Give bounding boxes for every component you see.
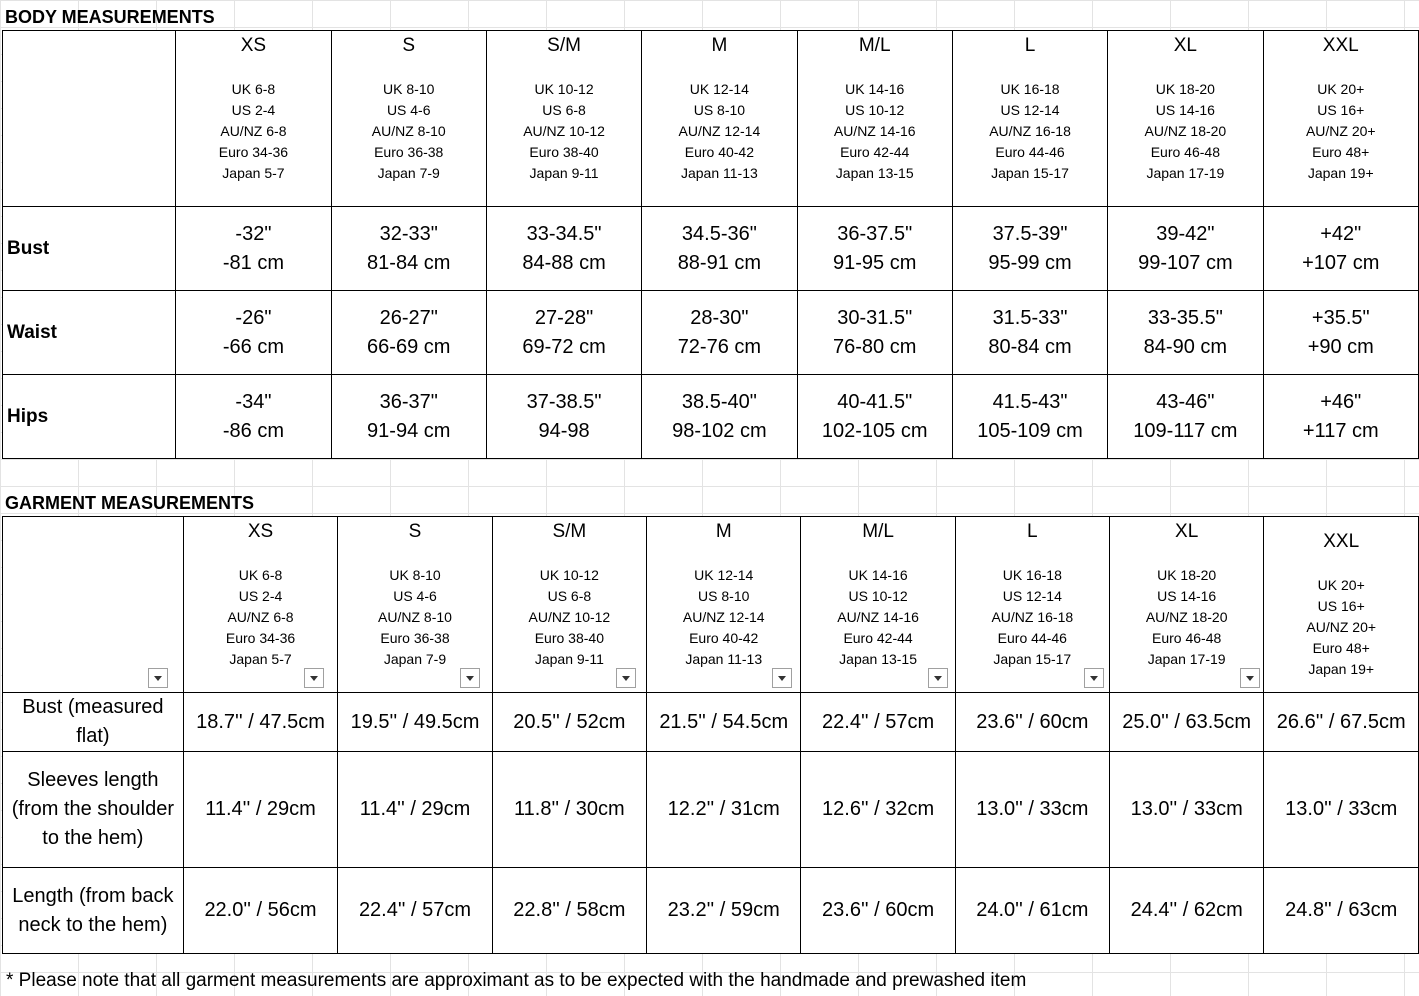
body-header-row — [3, 31, 1419, 207]
size-header — [956, 517, 1109, 670]
inches-value: 39-42" — [1156, 222, 1215, 245]
cm-value: 66-69 cm — [367, 335, 451, 358]
conversion-line: Japan 9-11 — [534, 651, 604, 667]
inches-value: +46" — [1320, 390, 1362, 413]
measurement-cell[interactable] — [1263, 207, 1418, 291]
size-label: M — [711, 35, 728, 56]
inches-value: 32-33" — [379, 222, 438, 245]
cm-value: +90 cm — [1307, 335, 1374, 358]
size-conversions — [991, 565, 1073, 670]
measurement-cell[interactable] — [486, 291, 641, 375]
filter-dropdown-icon[interactable] — [304, 668, 324, 688]
conversion-line: Japan 19+ — [1308, 661, 1375, 677]
size-header — [953, 31, 1107, 184]
filter-dropdown-icon[interactable] — [616, 668, 636, 688]
conversion-line: UK 10-12 — [534, 81, 594, 97]
body-measurements-title: BODY MEASUREMENTS — [5, 7, 215, 27]
conversion-line: AU/NZ 16-18 — [991, 609, 1074, 625]
conversion-line: UK 14-16 — [848, 567, 908, 583]
measurement-cell[interactable]: 22.8'' / 58cm — [492, 868, 646, 954]
conversion-line: Japan 19+ — [1307, 165, 1374, 181]
conversion-line: UK 6-8 — [238, 567, 283, 583]
conversion-line: Euro 46-48 — [1152, 630, 1222, 646]
conversion-line: US 2-4 — [231, 102, 276, 118]
conversion-line: AU/NZ 16-18 — [989, 123, 1071, 139]
conversion-line: Euro 40-42 — [684, 144, 755, 160]
conversion-line: UK 16-18 — [1000, 81, 1060, 97]
body-measurements-table — [2, 30, 1419, 459]
table-row — [3, 868, 1419, 954]
conversion-line: US 10-12 — [845, 102, 905, 118]
inches-value: +35.5" — [1311, 306, 1370, 329]
size-header-cell[interactable] — [486, 31, 641, 207]
filter-dropdown-icon[interactable] — [460, 668, 480, 688]
conversion-line: UK 14-16 — [845, 81, 905, 97]
size-conversions — [523, 79, 605, 184]
cm-value: 76-80 cm — [833, 335, 917, 358]
row-label-waist[interactable]: Waist — [3, 291, 176, 375]
measurement-cell[interactable] — [1263, 375, 1418, 459]
measurement-cell[interactable] — [952, 291, 1107, 375]
conversion-line: AU/NZ 12-14 — [678, 123, 761, 139]
inches-value: 37.5-39" — [992, 222, 1068, 245]
conversion-line: AU/NZ 8-10 — [378, 609, 452, 625]
table-row — [3, 752, 1419, 868]
size-label: XXL — [1322, 35, 1359, 56]
conversion-line: AU/NZ 14-16 — [837, 609, 919, 625]
size-header-cell[interactable] — [797, 31, 952, 207]
measurement-cell[interactable] — [797, 375, 952, 459]
cm-value: +107 cm — [1302, 251, 1380, 274]
conversion-line: Euro 36-38 — [374, 144, 444, 160]
cm-value: 91-94 cm — [367, 419, 451, 442]
conversion-line: Euro 38-40 — [534, 630, 604, 646]
measurement-cell[interactable]: 24.4'' / 62cm — [1109, 868, 1264, 954]
table-row — [3, 291, 1419, 375]
inches-value: 34.5-36" — [681, 222, 757, 245]
measurement-cell[interactable] — [176, 375, 331, 459]
table-row — [3, 375, 1419, 459]
header-blank-cell[interactable] — [3, 31, 176, 207]
conversion-line: Euro 44-46 — [997, 630, 1067, 646]
inches-value: -26" — [235, 306, 272, 329]
size-label: XS — [240, 35, 267, 56]
conversion-line: UK 16-18 — [1002, 567, 1062, 583]
conversion-line: Japan 11-13 — [685, 651, 763, 667]
conversion-line: AU/NZ 8-10 — [371, 123, 446, 139]
size-header — [176, 31, 330, 184]
measurement-cell[interactable]: 19.5'' / 49.5cm — [338, 693, 493, 752]
measurement-cell[interactable]: 24.0'' / 61cm — [955, 868, 1109, 954]
size-label: S/M — [547, 35, 581, 56]
garment-header-row — [3, 517, 1419, 693]
size-header-cell[interactable] — [492, 517, 646, 693]
header-blank-cell[interactable] — [3, 517, 184, 693]
measurement-cell[interactable] — [331, 375, 486, 459]
inches-value: 31.5-33" — [992, 306, 1068, 329]
conversion-line: Euro 36-38 — [380, 630, 450, 646]
measurement-cell[interactable]: 23.6'' / 60cm — [801, 868, 955, 954]
measurement-cell[interactable] — [642, 291, 797, 375]
conversion-line: AU/NZ 10-12 — [528, 609, 611, 625]
size-header-cell[interactable] — [1263, 31, 1418, 207]
row-label[interactable]: Bust (measured flat) — [3, 693, 184, 752]
measurement-cell[interactable]: 22.4'' / 57cm — [338, 868, 493, 954]
cm-value: 80-84 cm — [988, 335, 1072, 358]
measurement-cell[interactable] — [331, 207, 486, 291]
conversion-line: US 4-6 — [393, 588, 437, 604]
measurement-cell[interactable] — [176, 207, 331, 291]
cm-value: -66 cm — [222, 335, 284, 358]
conversion-line: AU/NZ 14-16 — [833, 123, 916, 139]
size-label: XL — [1175, 521, 1199, 542]
row-label[interactable]: Length (from back neck to the hem) — [3, 868, 184, 954]
cm-value: 91-95 cm — [833, 251, 917, 274]
conversion-line: Japan 13-15 — [835, 165, 914, 181]
conversion-line: UK 12-14 — [694, 567, 754, 583]
conversion-line: AU/NZ 12-14 — [682, 609, 765, 625]
conversion-line: Japan 9-11 — [529, 165, 599, 181]
inches-value: 36-37.5" — [837, 222, 913, 245]
size-header — [1264, 517, 1418, 680]
size-header — [1264, 31, 1418, 184]
conversion-line: UK 8-10 — [389, 567, 441, 583]
conversion-line: Euro 40-42 — [689, 630, 759, 646]
filter-dropdown-icon[interactable] — [1240, 668, 1260, 688]
size-conversions — [837, 565, 919, 670]
conversion-line: Japan 13-15 — [839, 651, 917, 667]
conversion-line: UK 20+ — [1317, 577, 1365, 593]
cm-value: 69-72 cm — [522, 335, 606, 358]
size-header-cell[interactable] — [176, 31, 331, 207]
conversion-line: Euro 48+ — [1312, 144, 1370, 160]
conversion-line: AU/NZ 20+ — [1306, 619, 1377, 635]
inches-value: 37-38.5" — [526, 390, 602, 413]
conversion-line: Japan 17-19 — [1147, 651, 1226, 667]
filter-dropdown-icon[interactable] — [148, 668, 168, 688]
size-conversions — [989, 79, 1071, 184]
inches-value: 26-27" — [379, 306, 438, 329]
measurement-cell[interactable] — [486, 375, 641, 459]
measurement-cell[interactable]: 22.0'' / 56cm — [183, 868, 338, 954]
conversion-line: Japan 11-13 — [680, 165, 758, 181]
size-header — [798, 31, 952, 184]
conversion-line: Euro 38-40 — [529, 144, 599, 160]
inches-value: 27-28" — [534, 306, 594, 329]
inches-value: 33-34.5" — [526, 222, 602, 245]
size-conversions — [834, 79, 916, 184]
cm-value: 105-109 cm — [977, 419, 1083, 442]
cm-value: 81-84 cm — [367, 251, 451, 274]
conversion-line: Euro 42-44 — [843, 630, 913, 646]
size-header-cell[interactable] — [952, 31, 1107, 207]
size-conversions — [1306, 575, 1376, 680]
row-label-hips[interactable]: Hips — [3, 375, 176, 459]
measurement-cell[interactable] — [952, 207, 1107, 291]
inches-value: 41.5-43" — [992, 390, 1068, 413]
measurement-cell[interactable] — [486, 207, 641, 291]
size-header-cell[interactable] — [801, 517, 955, 693]
size-header — [184, 517, 338, 670]
size-conversions — [226, 565, 295, 670]
size-label: S — [402, 35, 416, 56]
size-conversions — [1145, 79, 1227, 184]
size-header — [801, 517, 954, 670]
conversion-line: US 14-16 — [1157, 588, 1217, 604]
size-header-cell[interactable] — [1264, 517, 1419, 693]
measurement-cell[interactable] — [1108, 375, 1263, 459]
measurement-cell[interactable]: 13.0'' / 33cm — [955, 752, 1109, 868]
inches-value: +42" — [1320, 222, 1362, 245]
conversion-line: UK 10-12 — [539, 567, 599, 583]
conversion-line: US 6-8 — [542, 102, 586, 118]
conversion-line: US 12-14 — [1002, 588, 1062, 604]
conversion-line: UK 8-10 — [383, 81, 435, 97]
inches-value: -32" — [235, 222, 272, 245]
cm-value: 95-99 cm — [988, 251, 1072, 274]
garment-measurements-title: GARMENT MEASUREMENTS — [5, 493, 255, 513]
filter-dropdown-icon[interactable] — [1084, 668, 1104, 688]
measurement-cell[interactable]: 11.4'' / 29cm — [183, 752, 338, 868]
conversion-line: US 2-4 — [238, 588, 283, 604]
size-label: M — [715, 521, 732, 542]
size-label: S — [408, 521, 422, 542]
cm-value: -86 cm — [222, 419, 284, 442]
size-label: XS — [247, 521, 274, 542]
conversion-line: Japan 5-7 — [229, 651, 292, 667]
measurement-cell[interactable] — [1108, 291, 1263, 375]
conversion-line: AU/NZ 20+ — [1305, 123, 1376, 139]
size-header — [493, 517, 646, 670]
size-header — [1108, 31, 1262, 184]
size-header-cell[interactable] — [1108, 31, 1263, 207]
conversion-line: UK 12-14 — [689, 81, 749, 97]
row-label-bust[interactable]: Bust — [3, 207, 176, 291]
conversion-line: Euro 34-36 — [218, 144, 289, 160]
size-label: S/M — [552, 521, 587, 542]
conversion-line: Euro 42-44 — [840, 144, 910, 160]
measurement-cell[interactable]: 22.4'' / 57cm — [801, 693, 955, 752]
size-header — [487, 31, 641, 184]
measurement-cell[interactable]: 23.2'' / 59cm — [646, 868, 801, 954]
size-header — [642, 31, 796, 184]
measurement-cell[interactable] — [1263, 291, 1418, 375]
measurement-cell[interactable] — [1108, 207, 1263, 291]
size-label: M/L — [862, 521, 894, 542]
conversion-line: Japan 7-9 — [383, 651, 447, 667]
size-header — [647, 517, 801, 670]
size-label: XXL — [1323, 531, 1360, 552]
inches-value: 38.5-40" — [681, 390, 757, 413]
conversion-line: US 12-14 — [1000, 102, 1060, 118]
conversion-line: Euro 44-46 — [995, 144, 1065, 160]
filter-dropdown-icon[interactable] — [772, 668, 792, 688]
measurement-cell[interactable]: 13.0'' / 33cm — [1109, 752, 1264, 868]
measurement-cell[interactable] — [952, 375, 1107, 459]
measurement-cell[interactable]: 13.0'' / 33cm — [1264, 752, 1419, 868]
size-conversions — [679, 79, 761, 184]
size-header-cell[interactable] — [1109, 517, 1264, 693]
size-conversions — [219, 79, 288, 184]
size-conversions — [378, 565, 452, 670]
conversion-line: US 14-16 — [1155, 102, 1215, 118]
size-header-cell[interactable] — [646, 517, 801, 693]
conversion-line: Euro 48+ — [1312, 640, 1370, 656]
cm-value: 84-88 cm — [522, 251, 606, 274]
cm-value: 109-117 cm — [1133, 419, 1238, 442]
inches-value: -34" — [235, 390, 272, 413]
cm-value: 88-91 cm — [677, 251, 762, 274]
measurement-cell[interactable] — [642, 207, 797, 291]
size-header-cell[interactable] — [338, 517, 493, 693]
conversion-line: UK 6-8 — [231, 81, 276, 97]
measurement-cell[interactable]: 26.6'' / 67.5cm — [1264, 693, 1419, 752]
conversion-line: US 16+ — [1317, 598, 1365, 614]
measurement-cell[interactable] — [642, 375, 797, 459]
measurement-cell[interactable]: 11.4'' / 29cm — [338, 752, 493, 868]
conversion-line: UK 18-20 — [1157, 567, 1217, 583]
size-conversions — [372, 79, 446, 184]
table-row — [3, 207, 1419, 291]
inches-value: 28-30" — [690, 306, 749, 329]
measurement-cell[interactable] — [176, 291, 331, 375]
table-row — [3, 693, 1419, 752]
inches-value: 40-41.5" — [837, 390, 913, 413]
measurement-cell[interactable]: 11.8'' / 30cm — [492, 752, 646, 868]
measurement-cell[interactable] — [797, 291, 952, 375]
inches-value: 36-37" — [379, 390, 438, 413]
measurement-cell[interactable]: 18.7'' / 47.5cm — [183, 693, 338, 752]
measurement-cell[interactable]: 12.6'' / 32cm — [801, 752, 955, 868]
size-conversions — [1306, 79, 1376, 184]
conversion-line: Euro 46-48 — [1150, 144, 1220, 160]
size-conversions — [1146, 565, 1228, 670]
measurement-cell[interactable]: 20.5'' / 52cm — [492, 693, 646, 752]
size-header — [338, 517, 492, 670]
size-conversions — [683, 565, 765, 670]
row-label[interactable]: Sleeves length (from the shoulder to the hem) — [3, 752, 184, 868]
conversion-line: Japan 17-19 — [1146, 165, 1225, 181]
size-header — [332, 31, 486, 184]
conversion-line: US 6-8 — [547, 588, 592, 604]
conversion-line: Japan 15-17 — [991, 165, 1069, 181]
cm-value: 98-102 cm — [672, 419, 767, 442]
conversion-line: US 8-10 — [693, 102, 746, 118]
conversion-line: UK 20+ — [1317, 81, 1365, 97]
size-header-cell[interactable] — [955, 517, 1109, 693]
conversion-line: Japan 5-7 — [222, 165, 285, 181]
conversion-line: Japan 15-17 — [993, 651, 1072, 667]
measurement-cell[interactable] — [797, 207, 952, 291]
measurement-cell[interactable]: 25.0'' / 63.5cm — [1109, 693, 1264, 752]
conversion-line: US 16+ — [1317, 102, 1365, 118]
conversion-line: AU/NZ 6-8 — [220, 123, 287, 139]
size-header-cell[interactable] — [331, 31, 486, 207]
size-label: L — [1027, 521, 1038, 542]
size-header — [1110, 517, 1264, 670]
conversion-line: Japan 7-9 — [377, 165, 440, 181]
measurement-cell[interactable]: 21.5'' / 54.5cm — [646, 693, 801, 752]
conversion-line: Euro 34-36 — [225, 630, 296, 646]
conversion-line: US 8-10 — [698, 588, 750, 604]
cm-value: 94-98 — [538, 419, 590, 442]
measurement-cell[interactable]: 23.6'' / 60cm — [955, 693, 1109, 752]
conversion-line: AU/NZ 18-20 — [1145, 609, 1228, 625]
size-conversions — [529, 565, 611, 670]
size-header-cell[interactable] — [642, 31, 797, 207]
filter-dropdown-icon[interactable] — [928, 668, 948, 688]
conversion-line: US 4-6 — [386, 102, 431, 118]
conversion-line: AU/NZ 10-12 — [523, 123, 605, 139]
cm-value: +117 cm — [1302, 419, 1379, 442]
conversion-line: UK 18-20 — [1155, 81, 1215, 97]
conversion-line: US 10-12 — [848, 588, 908, 604]
cm-value: 99-107 cm — [1138, 251, 1233, 274]
footnote: * Please note that all garment measurements are approximant as to be expected with the handmade and prewashed item — [6, 970, 1027, 991]
inches-value: 33-35.5" — [1147, 306, 1223, 329]
cm-value: 102-105 cm — [821, 419, 928, 442]
conversion-line: AU/NZ 6-8 — [227, 609, 294, 625]
cm-value: 84-90 cm — [1143, 335, 1228, 358]
measurement-cell[interactable]: 24.8'' / 63cm — [1264, 868, 1419, 954]
measurement-cell[interactable]: 12.2'' / 31cm — [646, 752, 801, 868]
measurement-cell[interactable] — [331, 291, 486, 375]
cm-value: -81 cm — [222, 251, 284, 274]
size-label: XL — [1173, 35, 1197, 56]
inches-value: 30-31.5" — [837, 306, 913, 329]
conversion-line: AU/NZ 18-20 — [1144, 123, 1227, 139]
cm-value: 72-76 cm — [677, 335, 762, 358]
inches-value: 43-46" — [1156, 390, 1215, 413]
size-label: M/L — [858, 35, 891, 56]
size-header-cell[interactable] — [183, 517, 338, 693]
size-label: L — [1024, 35, 1036, 56]
garment-measurements-table — [2, 516, 1419, 954]
